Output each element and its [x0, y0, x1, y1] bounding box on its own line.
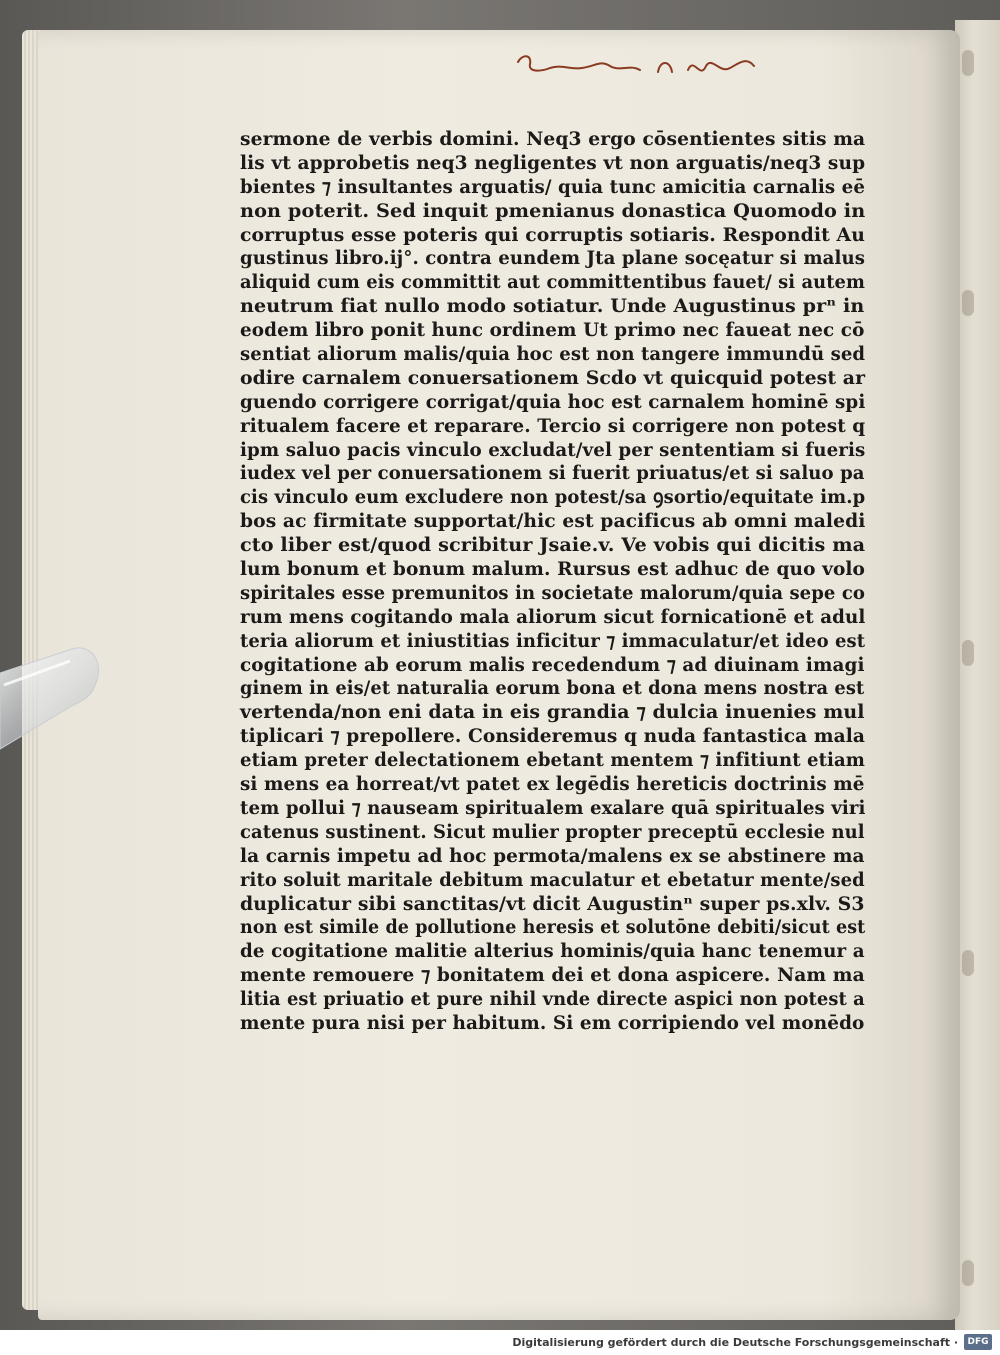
text-line: rum mens cogitando mala aliorum sicut fornicationē et adul: [240, 605, 866, 628]
footer-bar: [0, 1330, 1000, 1355]
text-line: vertenda/non eni data in eis grandia ⁊ dulcia inuenies mul: [240, 701, 865, 724]
handwritten-annotation: [510, 50, 770, 86]
text-line: guendo corrigere corrigat/quia hoc est carnalem hominē spi: [240, 390, 866, 413]
text-line: non poterit. Sed inquit pmenianus donastica Quomodo in: [240, 199, 866, 222]
binding-holes: [962, 50, 974, 1300]
text-line: bientes ⁊ insultantes arguatis/ quia tunc amicitia carnalis eē: [240, 175, 866, 198]
text-line: mente remouere ⁊ bonitatem dei et dona aspicere. Nam ma: [240, 964, 865, 987]
text-line: la carnis impetu ad hoc permota/malens ex se abstinere ma: [240, 844, 865, 867]
text-line: mente pura nisi per habitum. Si em corripiendo vel monēdo: [240, 1011, 865, 1034]
text-line: aliquid cum eis committit aut committentibus fauet/ si autem: [240, 271, 866, 294]
text-line: tem pollui ⁊ nauseam spiritualem exalare quā spirituales viri: [240, 796, 866, 819]
text-line: ipm saluo pacis vinculo excludat/vel per sententiam si fueris: [240, 438, 866, 461]
text-line: odire carnalem conuersationem Scdo vt quicquid potest ar: [240, 366, 866, 389]
text-line: sentiat aliorum malis/quia hoc est non tangere immundū sed: [240, 343, 866, 366]
text-line: gustinus libro.ij°. contra eundem Jta plane socęatur si malus: [240, 247, 866, 270]
text-line: etiam preter delectationem ebetant mentem ⁊ infitiunt etiam: [240, 749, 865, 772]
text-line: cto liber est/quod scribitur Jsaie.v. Ve vobis qui dicitis ma: [240, 534, 866, 557]
text-line: litia est priuatio et pure nihil vnde directe aspici non potest a: [240, 988, 865, 1011]
text-line: eodem libro ponit hunc ordinem Ut primo nec faueat nec cō: [240, 319, 865, 342]
text-line: bos ac firmitate supportat/hic est pacificus ab omni maledi: [240, 510, 866, 533]
text-line: ritualem facere et reparare. Tercio si corrigere non potest q: [240, 414, 866, 437]
text-line: duplicatur sibi sanctitas/vt dicit Augustinⁿ super ps.xlv. S3: [240, 892, 865, 915]
text-line: catenus sustinent. Sicut mulier propter preceptū ecclesie nul: [240, 820, 865, 843]
text-line: de cogitatione malitie alterius hominis/quia hanc tenemur a: [240, 940, 865, 963]
text-line: rito soluit maritale debitum maculatur et ebetatur mente/sed: [240, 868, 865, 891]
transparent-page-clip: [0, 645, 100, 755]
text-line: cis vinculo eum excludere non potest/sa ꝯsortio/equitate im.p: [240, 486, 866, 509]
text-line: ginem in eis/et naturalia eorum bona et dona mens nostra est: [240, 677, 865, 700]
text-line: neutrum fiat nullo modo sotiatur. Unde Augustinus prⁿ in: [240, 295, 865, 318]
funding-credit: Digitalisierung gefördert durch die Deutsche Forschungsgemeinschaft ·: [512, 1336, 958, 1349]
text-line: tiplicari ⁊ prepollere. Consideremus q nuda fantastica mala: [240, 725, 866, 748]
text-line: sermone de verbis domini. Neq3 ergo cōsentientes sitis ma: [240, 128, 866, 150]
text-line: lum bonum et bonum malum. Rursus est adhuc de quo volo: [240, 558, 866, 581]
text-line: si mens ea horreat/vt patet ex legēdis hereticis doctrinis mē: [240, 773, 865, 796]
text-line: iudex vel per conuersationem si fuerit priuatus/et si saluo pa: [240, 462, 865, 485]
text-line: spiritales esse premunitos in societate malorum/quia sepe co: [240, 581, 866, 604]
dfg-logo: DFG: [964, 1334, 992, 1350]
text-line: teria aliorum et iniustitias inficitur ⁊ immaculatur/et ideo est: [240, 629, 866, 652]
text-line: lis vt approbetis neq3 negligentes vt non arguatis/neq3 sup: [240, 151, 866, 174]
text-line: corruptus esse poteris qui corruptis sotiaris. Respondit Au: [240, 223, 865, 246]
text-column: [240, 128, 865, 1036]
text-line: cogitatione ab eorum malis recedendum ⁊ ad diuinam imagi: [240, 653, 865, 676]
text-line: non est simile de pollutione heresis et solutōne debiti/sicut est: [240, 916, 866, 939]
